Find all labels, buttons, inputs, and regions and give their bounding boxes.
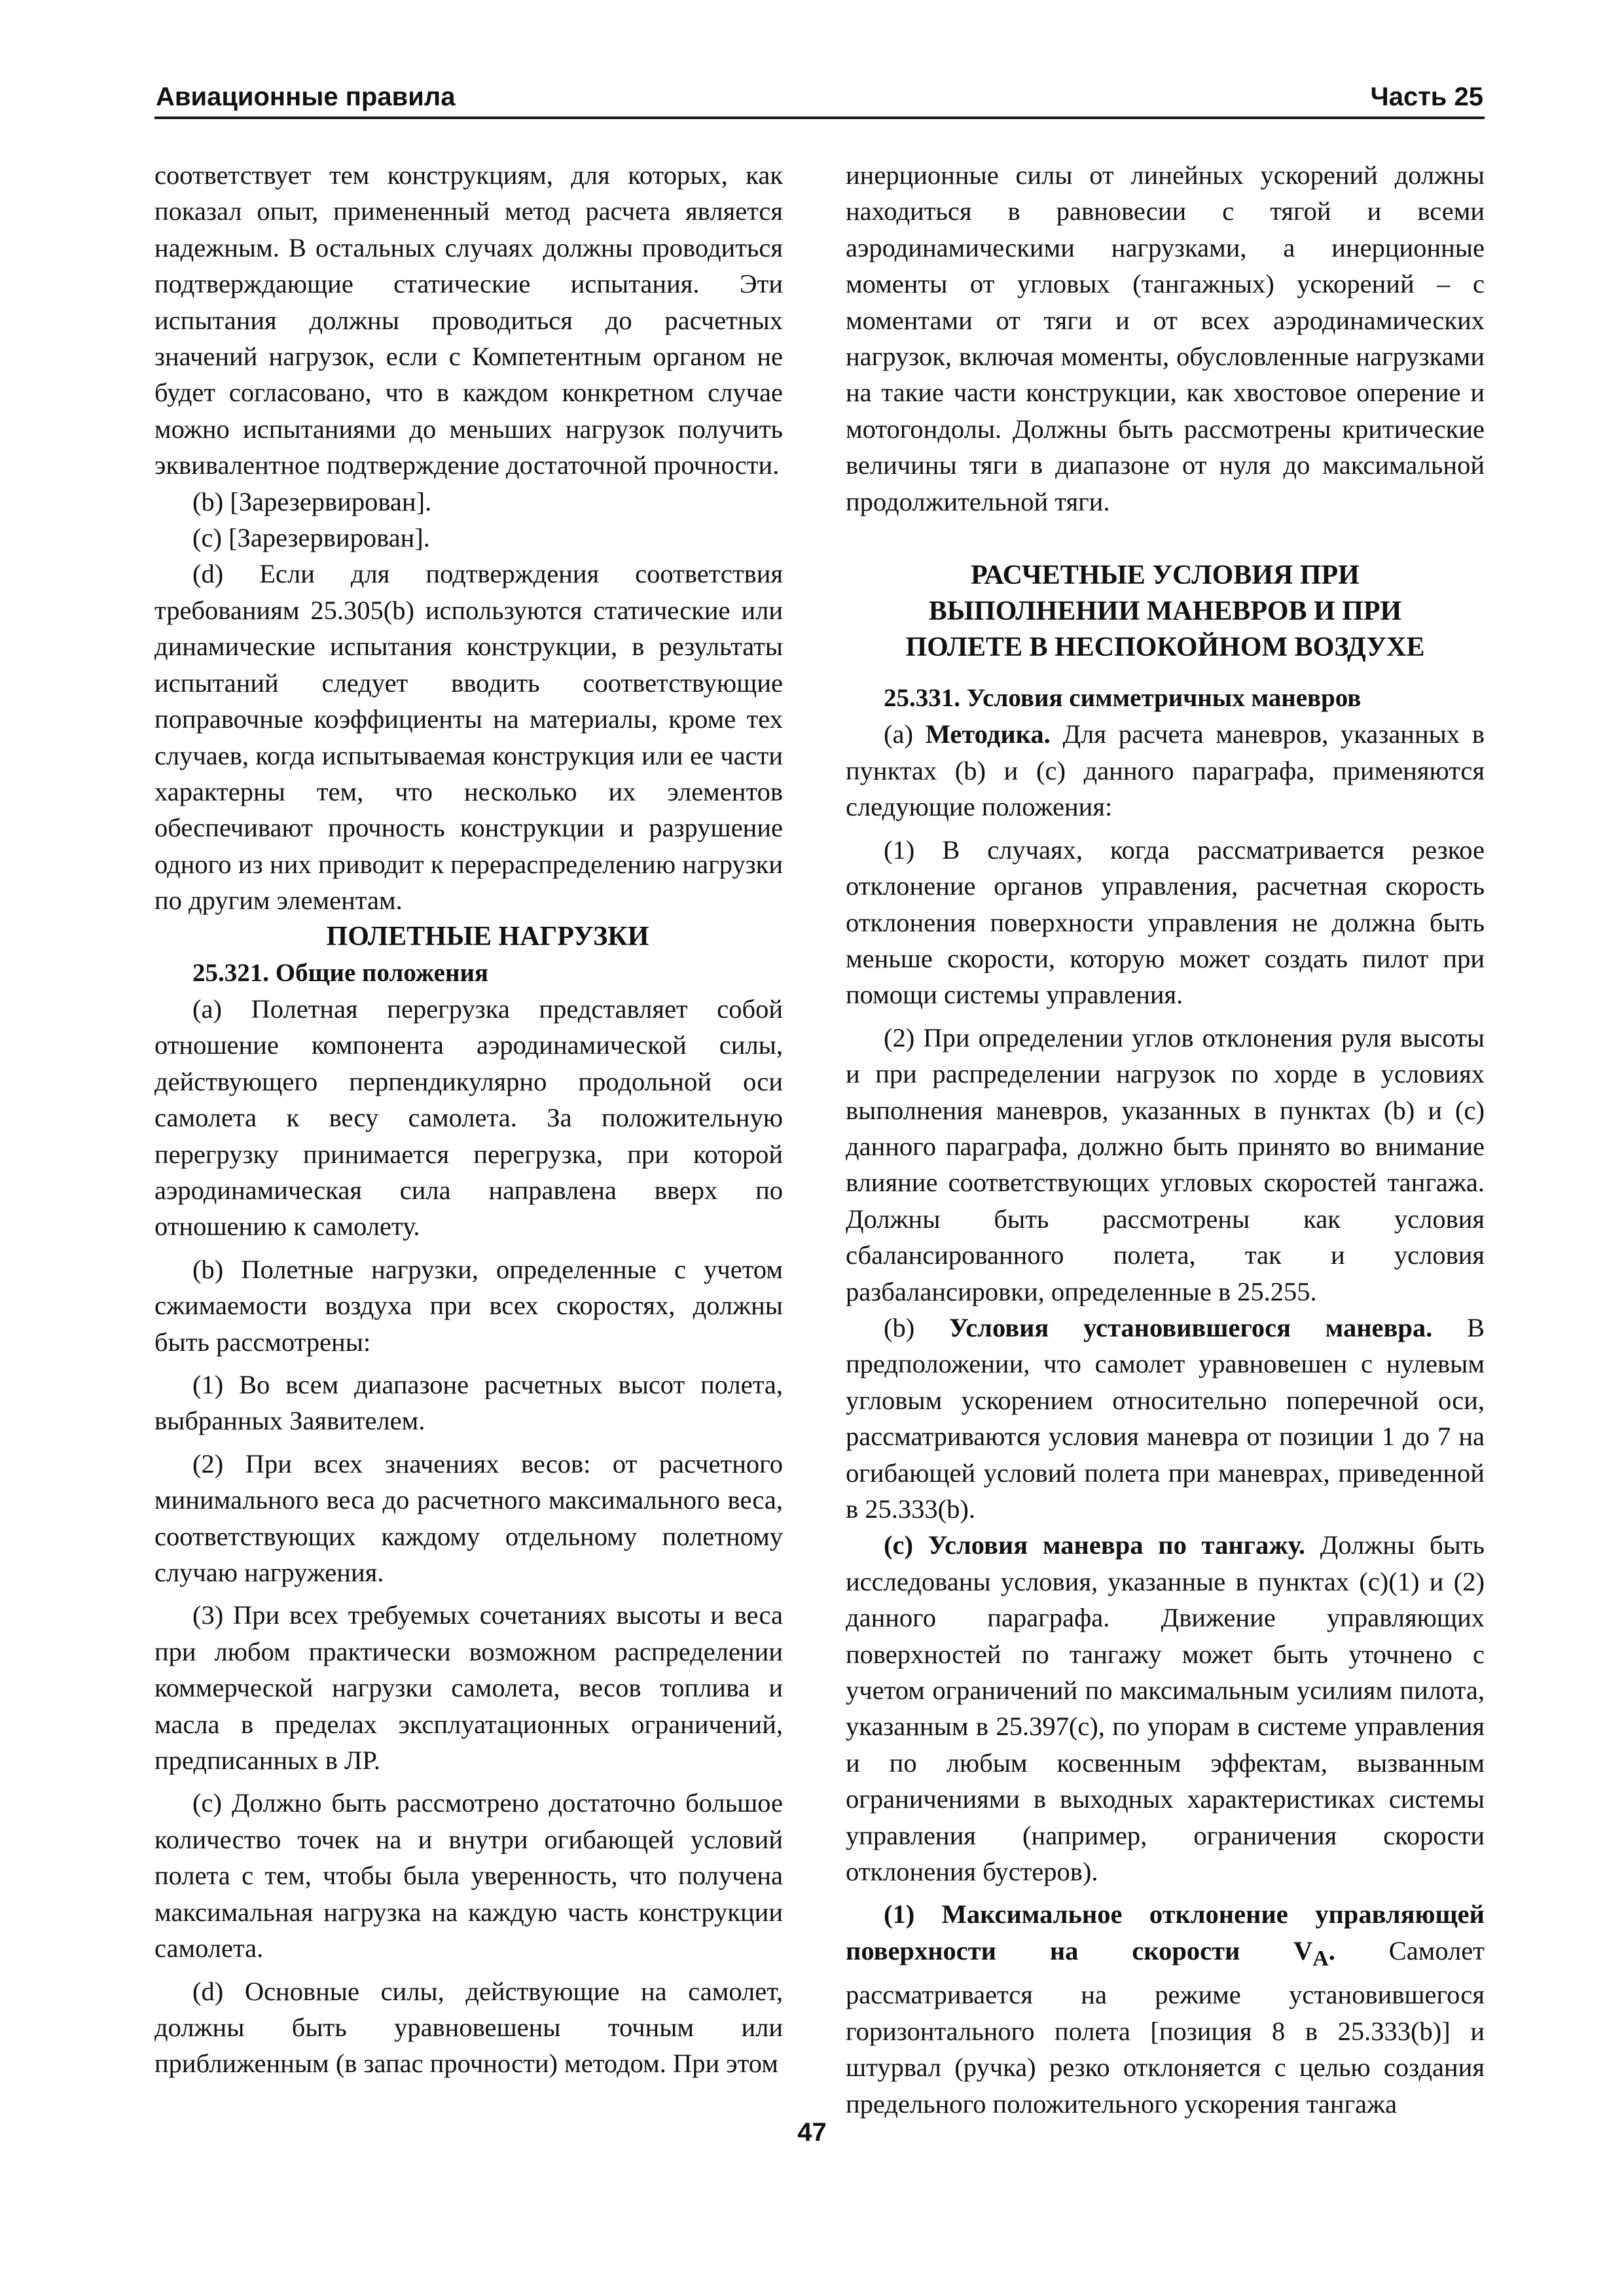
paragraph: (d) Если для подтверждения соответствия требованиям 25.305(b) используются статические или динамические испытания конструкции, в результаты испытаний следует вводить соответствующие поправочные коэффициенты на материалы, кроме тех случаев, когда испытываемая конструкция или ее части характерны тем, что несколько их элементов обеспечивают прочность конструкции и разрушение одного из них приводит к перераспределению нагрузки по другим элементам. [154, 559, 783, 916]
bold-run: . [1328, 1935, 1335, 1965]
paragraph [846, 1527, 1485, 1890]
bold-run: Методика. [925, 719, 1051, 749]
header-document-title: Авиационные правила [156, 82, 456, 111]
section-title-line: ПОЛЕТЕ В НЕСПОКОЙНОМ ВОЗДУХЕ [905, 632, 1425, 663]
paragraph: (2) При определении углов отклонения руля высоты и при распределении нагрузок по хорде в условиях выполнения маневров, указанных в пунктах (b) и (c) данного параграфа, должно быть принято во внимание влияние соответствующих угловых скоростей тангажа. Должны быть рассмотрены как условия сбалансированного полета, так и условия разбалансировки, определенные в 25.255. [846, 1022, 1485, 1306]
text-run: Для расчета маневров, указанных в пунктах (b) и (c) данного параграфа, применяются следующие положения: [846, 719, 1485, 822]
paragraph: инерционные силы от линейных ускорений должны находиться в равновесии с тягой и всеми аэродинамическими нагрузками, а инерционные моменты от угловых (тангажных) ускорений – с моментами от тяги и от всех аэродинамических нагрузок, включая моменты, обусловленные нагрузками на такие части конструкции, как хвостовое оперение и мотогондолы. Должны быть рассмотрены критические величины тяги в диапазоне от нуля до максимальной продолжительной тяги. [846, 160, 1485, 516]
paragraph: (b) [Зарезервирован]. [192, 486, 432, 516]
paragraph: (c) [Зарезервирован]. [192, 523, 430, 553]
paragraph: (1) Во всем диапазоне расчетных высот полета, выбранных Заявителем. [154, 1370, 783, 1436]
text-run: (a) [884, 719, 926, 749]
section-title-maneuver-conditions [846, 558, 1485, 666]
paragraph: (1) В случаях, когда рассматривается резкое отклонение органов управления, расчетная скорость отклонения поверхности управления не должна быть меньше скорости, которую может создать пилот при помощи системы управления. [846, 834, 1485, 1010]
text-run: Должны быть исследованы условия, указанные в пунктах (c)(1) и (2) данного параграфа. Движение управляющих поверхностей по тангажу может быть уточнено с учетом ограничений по максимальным усилиям пилота, указанным в 25.397(c), по упорам в системе управления и по любым косвенным эффектам, вызванным ограничениями в выходных характеристиках системы управления (например, ограничения скорости отклонения бустеров). [846, 1530, 1485, 1887]
paragraph: (d) Основные силы, действующие на самолет, должны быть уравновешены точным или приближенным (в запас прочности) методом. При этом [154, 1976, 783, 2079]
bold-run: Условия установившегося маневра. [948, 1312, 1433, 1342]
page-number: 47 [797, 2118, 827, 2147]
right-column [846, 157, 1485, 2122]
section-title-line: ВЫПОЛНЕНИИ МАНЕВРОВ И ПРИ [928, 596, 1402, 627]
subsection-heading-25-331: 25.331. Условия симметричных маневров [884, 684, 1362, 713]
text-run: (b) [884, 1312, 949, 1342]
paragraph [846, 716, 1485, 825]
text-run: В предположении, что самолет уравновешен с нулевым угловым ускорением относительно поперечной оси, рассматриваются условия маневра от позиции 1 до 7 на огибающей условий полета при маневрах, приведенной в 25.333(b). [846, 1312, 1485, 1524]
paragraph [846, 1896, 1485, 2122]
bold-run: (1) Максимальное отклонение управляющей поверхности на скорости V [846, 1899, 1485, 1965]
left-column [154, 157, 783, 2082]
text-run: Самолет рассматривается на режиме установившегося горизонтального полета [позиция 8 в 25.333(b)] и штурвал (ручка) резко отклоняется с целью создания предельного положительного ускорения тангажа [846, 1935, 1485, 2119]
header-part-label: Часть 25 [1370, 82, 1483, 111]
subsection-heading-25-321: 25.321. Общие положения [192, 958, 489, 987]
paragraph: (c) Должно быть рассмотрено достаточно большое количество точек на и внутри огибающей условий полета с тем, чтобы была уверенность, что получена максимальная нагрузка на каждую часть конструкции самолета. [154, 1788, 783, 1964]
paragraph: (a) Полетная перегрузка представляет собой отношение компонента аэродинамической силы, действующего перпендикулярно продольной оси самолета к весу самолета. За положительную перегрузку принимается перегрузка, при которой аэродинамическая сила направлена вверх по отношению к самолету. [154, 994, 783, 1242]
page-header [154, 77, 1485, 119]
section-title-line: РАСЧЕТНЫЕ УСЛОВИЯ ПРИ [971, 560, 1360, 591]
bold-run: (c) Условия маневра по тангажу. [884, 1530, 1305, 1560]
section-title-flight-loads: ПОЛЕТНЫЕ НАГРУЗКИ [326, 921, 649, 952]
paragraph: (b) Полетные нагрузки, определенные с учетом сжимаемости воздуха при всех скоростях, должны быть рассмотрены: [154, 1254, 783, 1357]
paragraph [846, 1310, 1485, 1527]
paragraph: (3) При всех требуемых сочетаниях высоты и веса при любом практически возможном распределении коммерческой нагрузки самолета, весов топлива и масла в пределах эксплуатационных ограничений, предписанных в ЛР. [154, 1600, 783, 1776]
paragraph: (2) При всех значениях весов: от расчетного минимального веса до расчетного максимального веса, соответствующих каждому отдельному полетному случаю нагружения. [154, 1448, 783, 1588]
subscript: A [1312, 1946, 1329, 1971]
paragraph: соответствует тем конструкциям, для которых, как показал опыт, примененный метод расчета является надежным. В остальных случаях должны проводиться подтверждающие статические испытания. Эти испытания должны проводиться до расчетных значений нагрузок, если с Компетентным органом не будет согласовано, что в каждом конкретном случае можно испытаниями до меньших нагрузок получить эквивалентное подтверждение достаточной прочности. [154, 160, 783, 480]
